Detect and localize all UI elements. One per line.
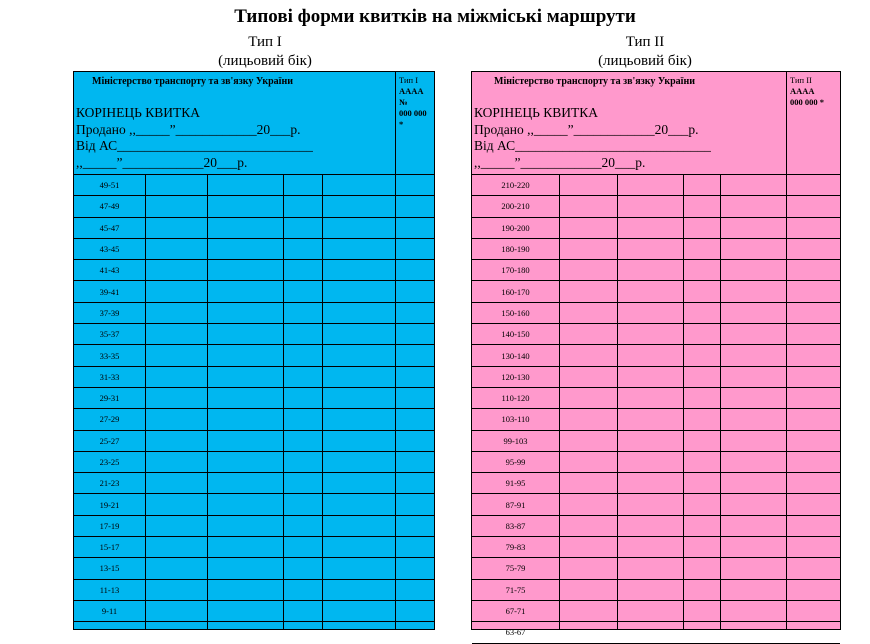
column-divider <box>207 175 208 629</box>
distance-row <box>74 537 434 558</box>
distance-range-label: 130-140 <box>501 350 530 361</box>
distance-range-label: 45-47 <box>99 222 120 233</box>
distance-row <box>74 516 434 537</box>
distance-row <box>74 175 434 196</box>
distance-row <box>472 473 840 494</box>
column-divider <box>395 175 396 629</box>
distance-range-label: 87-91 <box>505 499 526 510</box>
ticket-series-box <box>786 72 841 174</box>
column-divider <box>683 175 684 629</box>
series-line: 000 000 * <box>790 97 824 107</box>
ticket-type-1 <box>73 71 435 630</box>
distance-range-label: 33-35 <box>99 350 120 361</box>
distance-row <box>74 367 434 388</box>
type2-label: Тип ІІ <box>625 34 665 50</box>
distance-row <box>472 601 840 622</box>
sold-date-line: Продано ,,_____”____________20___р. <box>76 122 301 137</box>
distance-range-label: 37-39 <box>99 307 120 318</box>
series-line: 000 000 <box>399 108 427 118</box>
distance-row <box>472 580 840 601</box>
distance-row <box>472 452 840 473</box>
distance-row <box>472 324 840 345</box>
distance-row <box>472 218 840 239</box>
type1-label: Тип І <box>248 34 282 50</box>
distance-range-label: 120-130 <box>501 371 530 382</box>
distance-range-label: 21-23 <box>99 478 120 489</box>
distance-range-label: 190-200 <box>501 222 530 233</box>
series-line: АААА <box>399 86 424 96</box>
distance-row <box>472 622 840 643</box>
distance-range-label: 150-160 <box>501 307 530 318</box>
column-divider <box>322 175 323 629</box>
distance-range-label: 75-79 <box>505 563 526 574</box>
ticket-type-2 <box>471 71 841 638</box>
distance-row <box>472 409 840 430</box>
distance-range-label: 29-31 <box>99 393 120 404</box>
stub-title: КОРІНЕЦЬ КВИТКА <box>76 105 201 120</box>
ticket-series-box <box>395 72 435 174</box>
distance-row <box>472 303 840 324</box>
distance-range-label: 11-13 <box>99 584 120 595</box>
distance-row <box>74 452 434 473</box>
page-title: Типові форми квитків на міжміські маршрути <box>234 6 636 27</box>
distance-row <box>472 175 840 196</box>
distance-row <box>472 239 840 260</box>
distance-range-label: 17-19 <box>99 520 120 531</box>
distance-row <box>472 196 840 217</box>
distance-row <box>74 494 434 515</box>
distance-range-label: 31-33 <box>99 371 120 382</box>
distance-row <box>74 303 434 324</box>
distance-range-label: 99-103 <box>503 435 528 446</box>
distance-row <box>472 431 840 452</box>
distance-row <box>74 218 434 239</box>
distance-row <box>74 431 434 452</box>
distance-range-label: 140-150 <box>501 329 530 340</box>
column-divider <box>720 175 721 629</box>
distance-row <box>472 537 840 558</box>
column-divider <box>786 175 787 629</box>
series-line: Тип ІІ <box>790 75 812 85</box>
from-station-line: Від АС_____________________________ <box>474 138 711 153</box>
distance-row <box>472 388 840 409</box>
series-line: № <box>399 97 408 107</box>
distance-range-label: 9-11 <box>101 606 118 617</box>
distance-range-label: 63-67 <box>505 627 526 638</box>
distance-range-label: 13-15 <box>99 563 120 574</box>
distance-range-label: 43-45 <box>99 244 120 255</box>
distance-row <box>74 239 434 260</box>
column-divider <box>145 175 146 629</box>
distance-row <box>74 260 434 281</box>
distance-range-label: 47-49 <box>99 201 120 212</box>
distance-range-label: 170-180 <box>501 265 530 276</box>
distance-range-label: 25-27 <box>99 435 120 446</box>
distance-row <box>472 260 840 281</box>
column-divider <box>559 175 560 629</box>
ministry-heading: Міністерство транспорту та зв'язку України <box>92 76 293 87</box>
distance-row <box>472 516 840 537</box>
distance-row <box>472 494 840 515</box>
distance-row <box>472 558 840 579</box>
distance-rows <box>74 175 434 622</box>
distance-row <box>74 196 434 217</box>
distance-row <box>74 345 434 366</box>
type2-side-label: (лицьовий бік) <box>598 53 692 69</box>
distance-row <box>74 281 434 302</box>
distance-row <box>74 580 434 601</box>
travel-date-line: ,,_____”____________20___р. <box>76 155 248 170</box>
column-divider <box>283 175 284 629</box>
distance-range-label: 210-220 <box>501 180 530 191</box>
distance-range-label: 23-25 <box>99 457 120 467</box>
ticket-header <box>74 72 434 175</box>
ticket-header <box>472 72 840 175</box>
travel-date-line: ,,_____”____________20___р. <box>474 155 646 170</box>
distance-row <box>472 281 840 302</box>
distance-range-label: 103-110 <box>501 414 530 425</box>
from-station-line: Від АС_____________________________ <box>76 138 313 153</box>
distance-range-label: 91-95 <box>505 478 526 489</box>
distance-row <box>74 388 434 409</box>
distance-range-label: 49-51 <box>99 180 120 191</box>
distance-range-label: 27-29 <box>99 414 120 425</box>
distance-rows <box>472 175 840 644</box>
distance-range-label: 39-41 <box>99 286 120 297</box>
distance-row <box>74 473 434 494</box>
distance-range-label: 41-43 <box>99 265 120 276</box>
distance-range-label: 79-83 <box>505 542 526 553</box>
distance-range-label: 160-170 <box>501 286 530 297</box>
sold-date-line: Продано ,,_____”____________20___р. <box>474 122 699 137</box>
distance-row <box>472 345 840 366</box>
distance-range-label: 71-75 <box>505 584 526 595</box>
distance-row <box>74 324 434 345</box>
series-line: Тип І <box>399 75 419 85</box>
distance-row <box>74 409 434 430</box>
distance-row <box>74 601 434 622</box>
series-line: АААА <box>790 86 815 96</box>
ministry-heading: Міністерство транспорту та зв'язку України <box>494 76 695 87</box>
distance-range-label: 67-71 <box>505 606 526 617</box>
stub-title: КОРІНЕЦЬ КВИТКА <box>474 105 599 120</box>
series-line: * <box>399 119 404 129</box>
distance-range-label: 180-190 <box>501 244 530 255</box>
distance-range-label: 15-17 <box>99 542 120 553</box>
column-divider <box>617 175 618 629</box>
distance-range-label: 95-99 <box>505 457 526 467</box>
distance-range-label: 200-210 <box>501 201 530 212</box>
distance-range-label: 35-37 <box>99 329 120 340</box>
type1-side-label: (лицьовий бік) <box>218 53 312 69</box>
distance-row <box>74 558 434 579</box>
distance-range-label: 110-120 <box>501 393 530 404</box>
distance-range-label: 19-21 <box>99 499 120 510</box>
distance-range-label: 83-87 <box>505 520 526 531</box>
distance-row <box>472 367 840 388</box>
